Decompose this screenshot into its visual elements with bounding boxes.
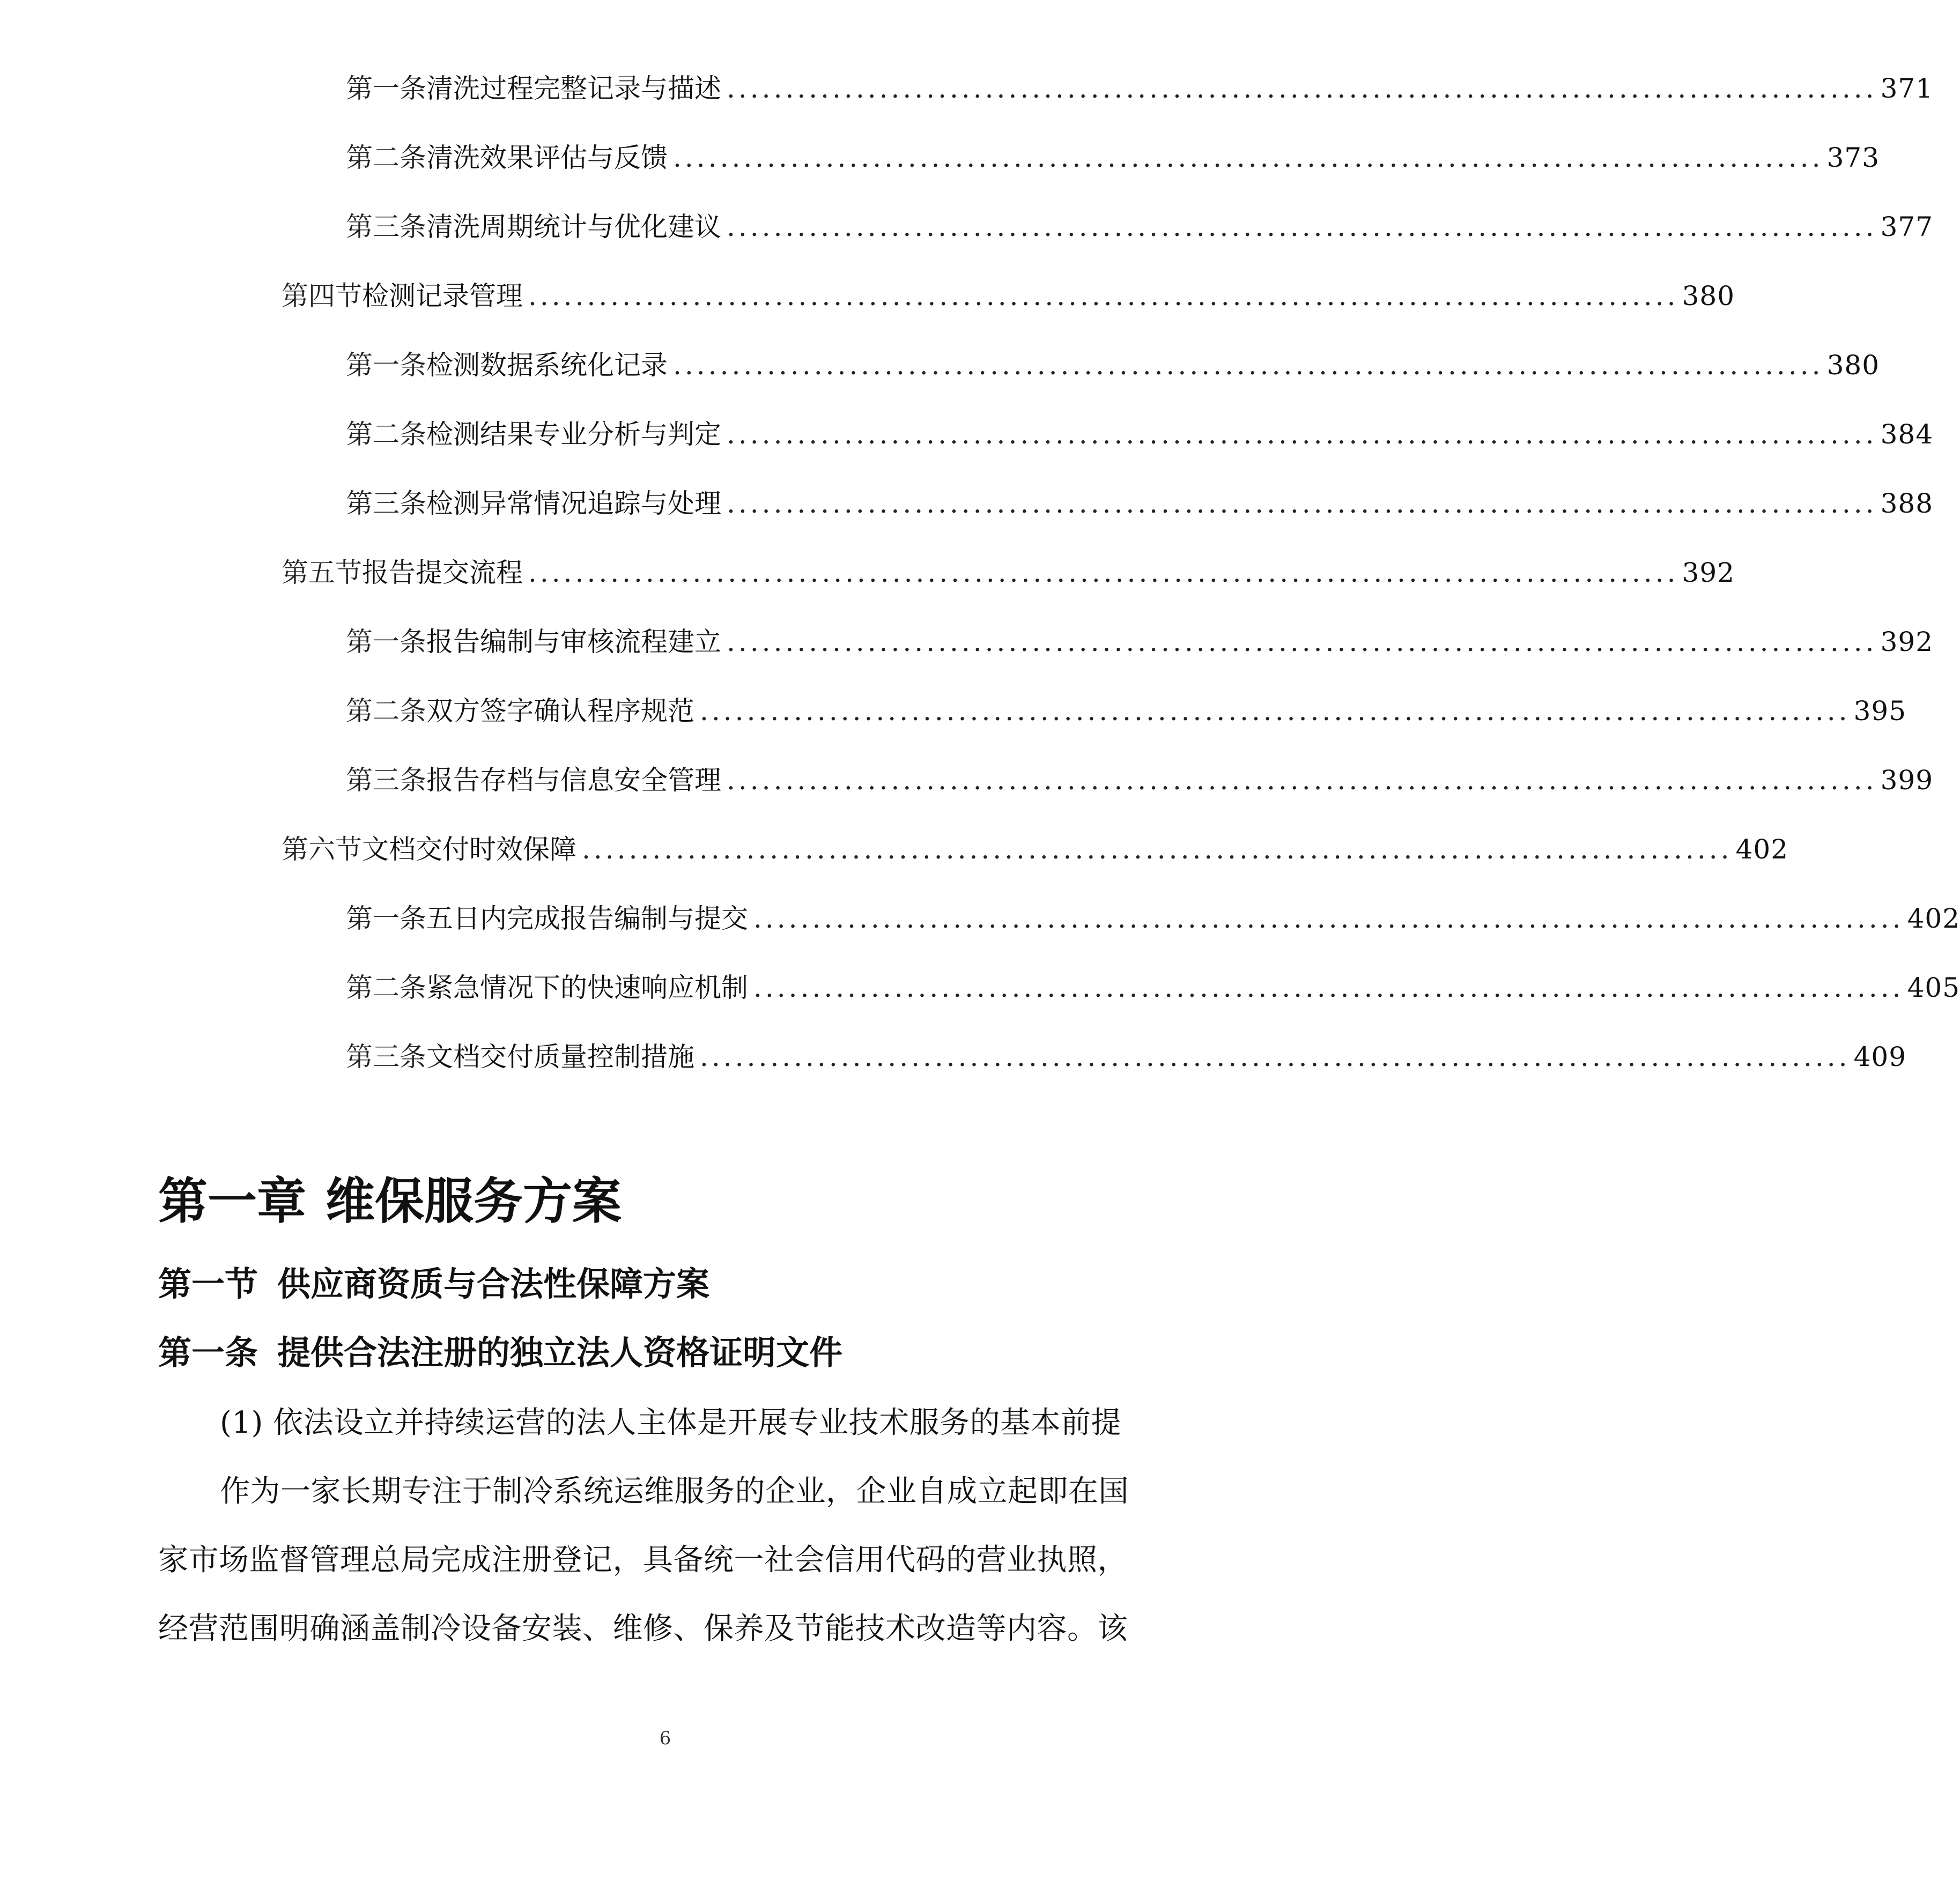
- toc-page-number: 377: [1880, 211, 1934, 242]
- chapter-number: 第一章: [158, 1172, 307, 1230]
- toc-title: 清洗周期统计与优化建议: [426, 211, 721, 242]
- toc-title: 文档交付时效保障: [362, 834, 576, 865]
- toc-entry[interactable]: [282, 275, 1735, 317]
- toc-prefix: 第一条: [346, 350, 426, 381]
- toc-entry[interactable]: [346, 67, 1934, 110]
- toc-entry[interactable]: [346, 759, 1934, 802]
- section-number: 第一节: [158, 1264, 258, 1304]
- toc-title: 检测记录管理: [362, 280, 523, 312]
- toc-leader: ..................................................................................................: [528, 280, 1679, 312]
- toc-page-number: 371: [1880, 73, 1934, 104]
- toc-entry[interactable]: [346, 690, 1907, 732]
- toc-page-number: 384: [1880, 419, 1934, 450]
- toc-leader: ..................................................................................................: [753, 903, 1904, 934]
- toc-title: 检测结果专业分析与判定: [426, 419, 721, 450]
- toc-leader: ..................................................................................................: [727, 488, 1877, 519]
- toc-entry[interactable]: [346, 344, 1880, 387]
- toc-leader: ..................................................................................................: [528, 557, 1679, 588]
- toc-page-number: 402: [1735, 834, 1789, 865]
- paragraph-line: 家市场监督管理总局完成注册登记，具备统一社会信用代码的营业执照，: [158, 1543, 1128, 1578]
- toc-page-number: 392: [1682, 557, 1735, 588]
- article-title: 提供合法注册的独立法人资格证明文件: [277, 1333, 843, 1372]
- toc-prefix: 第四节: [282, 280, 362, 312]
- toc-page-number: 380: [1682, 280, 1735, 312]
- toc-entry[interactable]: [346, 966, 1960, 1009]
- toc-title: 文档交付质量控制措施: [426, 1041, 694, 1072]
- toc-page-number: 380: [1826, 350, 1880, 381]
- toc-entry[interactable]: [282, 828, 1789, 871]
- toc-page-number: 388: [1880, 488, 1934, 519]
- toc-page-number: 373: [1826, 142, 1880, 173]
- toc-title: 报告编制与审核流程建立: [426, 626, 721, 657]
- paragraph-line: 作为一家长期专注于制冷系统运维服务的企业，企业自成立起即在国: [220, 1474, 1129, 1509]
- toc-prefix: 第三条: [346, 765, 426, 796]
- article-heading: [158, 1329, 842, 1377]
- toc-title: 报告存档与信息安全管理: [426, 765, 721, 796]
- toc-title: 双方签字确认程序规范: [426, 695, 694, 727]
- chapter-title: 维保服务方案: [326, 1172, 622, 1230]
- toc-prefix: 第三条: [346, 211, 426, 242]
- section-title: 供应商资质与合法性保障方案: [277, 1264, 710, 1304]
- toc-entry[interactable]: [346, 897, 1960, 940]
- toc-leader: ..................................................................................................: [582, 834, 1733, 865]
- toc-prefix: 第一条: [346, 903, 426, 934]
- toc-page-number: 402: [1907, 903, 1960, 934]
- toc-leader: ..................................................................................................: [673, 142, 1824, 173]
- toc-page-number: 395: [1853, 695, 1907, 727]
- toc-leader: ..................................................................................................: [700, 695, 1851, 727]
- toc-entry[interactable]: [346, 1035, 1907, 1078]
- sub-heading: (1) 依法设立并持续运营的法人主体是开展专业技术服务的基本前提: [220, 1405, 1122, 1440]
- toc-page-number: 399: [1880, 765, 1934, 796]
- toc-prefix: 第一条: [346, 626, 426, 657]
- toc-prefix: 第二条: [346, 695, 426, 727]
- toc-leader: ..................................................................................................: [727, 73, 1877, 104]
- toc-title: 五日内完成报告编制与提交: [426, 903, 748, 934]
- toc-prefix: 第二条: [346, 419, 426, 450]
- toc-leader: ..................................................................................................: [673, 350, 1824, 381]
- toc-prefix: 第五节: [282, 557, 362, 588]
- toc-page-number: 392: [1880, 626, 1934, 657]
- toc-entry[interactable]: [346, 482, 1934, 525]
- toc-entry[interactable]: [346, 205, 1934, 248]
- article-number: 第一条: [158, 1333, 258, 1372]
- toc-leader: ..................................................................................................: [727, 765, 1877, 796]
- toc-title: 清洗效果评估与反馈: [426, 142, 668, 173]
- toc-leader: ..................................................................................................: [700, 1041, 1851, 1072]
- toc-entry[interactable]: [346, 413, 1934, 456]
- toc-page-number: 409: [1853, 1041, 1907, 1072]
- toc-prefix: 第三条: [346, 488, 426, 519]
- toc-prefix: 第六节: [282, 834, 362, 865]
- toc-entry[interactable]: [346, 136, 1880, 179]
- toc-leader: ..................................................................................................: [727, 419, 1877, 450]
- toc-title: 报告提交流程: [362, 557, 523, 588]
- toc-title: 紧急情况下的快速响应机制: [426, 972, 748, 1003]
- toc-title: 检测异常情况追踪与处理: [426, 488, 721, 519]
- toc-page-number: 405: [1907, 972, 1960, 1003]
- page-number: 6: [659, 1728, 671, 1749]
- toc-prefix: 第二条: [346, 972, 426, 1003]
- toc-leader: ..................................................................................................: [727, 211, 1877, 242]
- toc-leader: ..................................................................................................: [727, 626, 1877, 657]
- toc-leader: ..................................................................................................: [753, 972, 1904, 1003]
- toc-title: 清洗过程完整记录与描述: [426, 73, 721, 104]
- toc-entry[interactable]: [282, 551, 1735, 594]
- chapter-heading: [158, 1169, 622, 1233]
- section-heading: [158, 1260, 709, 1308]
- toc-prefix: 第三条: [346, 1041, 426, 1072]
- toc-title: 检测数据系统化记录: [426, 350, 668, 381]
- toc-entry[interactable]: [346, 620, 1934, 663]
- paragraph-line: 经营范围明确涵盖制冷设备安装、维修、保养及节能技术改造等内容。该: [158, 1611, 1128, 1646]
- toc-prefix: 第一条: [346, 73, 426, 104]
- toc-prefix: 第二条: [346, 142, 426, 173]
